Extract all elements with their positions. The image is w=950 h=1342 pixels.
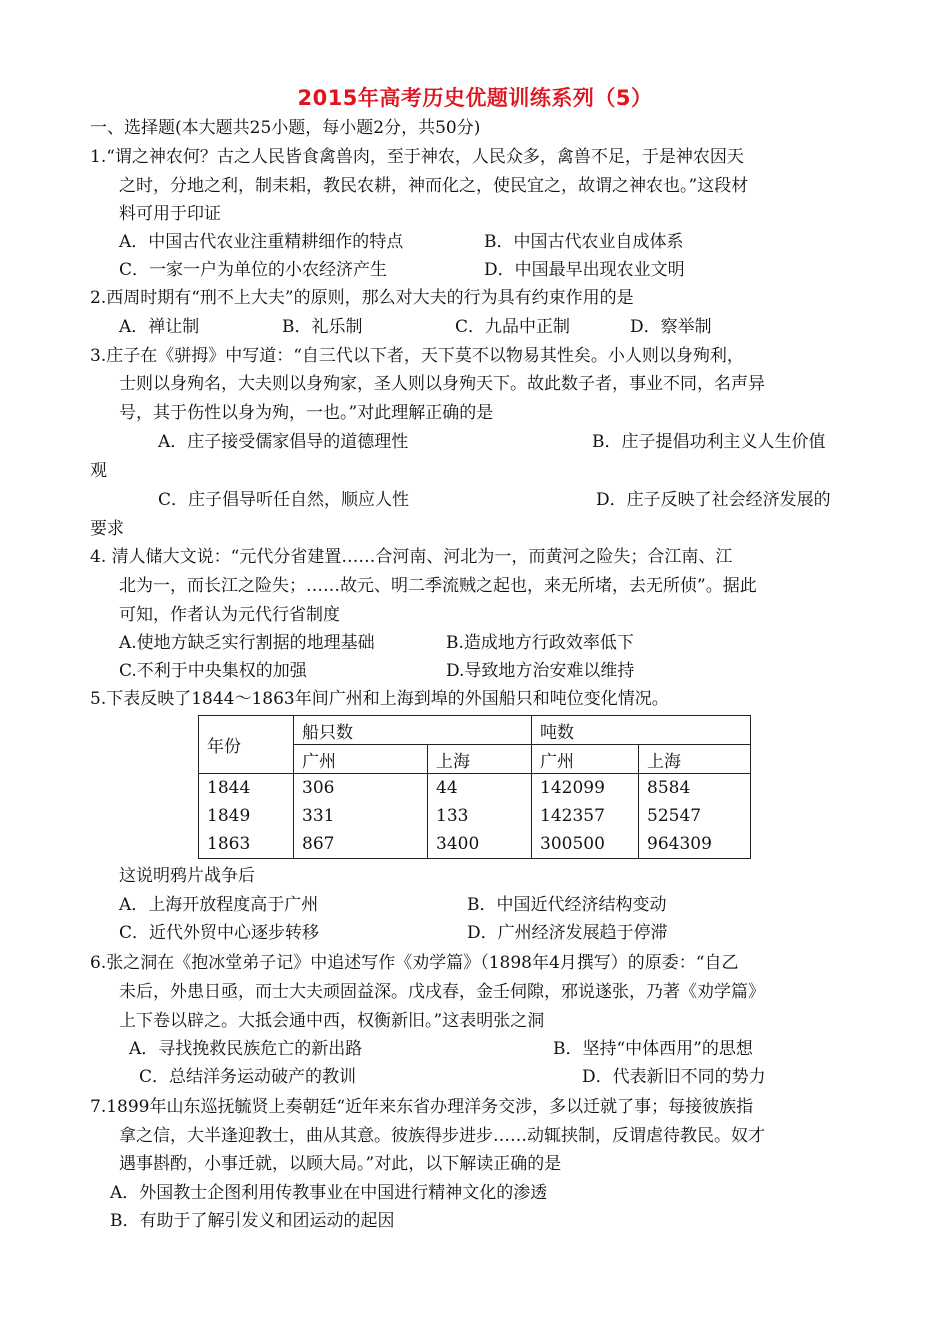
table-cell: 133 — [428, 802, 532, 830]
question-1-option-c: C．一家一户为单位的小农经济产生 — [119, 260, 388, 280]
table-cell: 1844 — [199, 774, 294, 803]
table-cell: 867 — [294, 830, 428, 859]
question-6-line-2: 未后，外患日亟，而士大夫顽固益深。戊戌春，金壬伺隙，邪说遂张，乃著《劝学篇》 — [119, 982, 765, 1002]
question-7-line-2: 拿之信，大半逢迎教士，曲从其意。彼族得步进步……动辄挟制，反谓虐待教民。奴才 — [119, 1126, 765, 1146]
question-2-option-c: C．九品中正制 — [455, 317, 571, 337]
question-6-option-a: A．寻找挽救民族危亡的新出路 — [129, 1039, 363, 1059]
question-1-option-a: A．中国古代农业注重精耕细作的特点 — [119, 232, 404, 252]
question-5-line-1: 5.下表反映了1844～1863年间广州和上海到埠的外国船只和吨位变化情况。 — [90, 689, 669, 709]
page-title: 2015年高考历史优题训练系列（5） — [297, 86, 653, 110]
question-5-option-c: C．近代外贸中心逐步转移 — [119, 923, 320, 943]
question-6-line-1: 6.张之洞在《抱冰堂弟子记》中追述写作《劝学篇》（1898年4月撰写）的原委：“自乙 — [90, 953, 739, 973]
table-row — [199, 774, 751, 803]
table-cell: 3400 — [428, 830, 532, 859]
question-6-line-3: 上下卷以辟之。大抵会通中西，权衡新旧。”这表明张之洞 — [119, 1011, 545, 1031]
question-3-option-c: C．庄子倡导听任自然，顺应人性 — [158, 490, 410, 510]
table-subheader-shanghai-tonnage: 上海 — [639, 745, 751, 774]
question-5-option-d: D．广州经济发展趋于停滞 — [467, 923, 668, 943]
question-2-option-b: B．礼乐制 — [282, 317, 363, 337]
question-2-option-d: D．察举制 — [630, 317, 712, 337]
table-header-ships: 船只数 — [294, 716, 532, 745]
question-3-option-b-wrap: 观 — [90, 461, 107, 481]
question-7-option-a: A．外国教士企图利用传教事业在中国进行精神文化的渗透 — [110, 1183, 548, 1203]
question-4-option-d: D.导致地方治安难以维持 — [446, 661, 635, 681]
question-6-option-c: C．总结洋务运动破产的教训 — [139, 1067, 357, 1087]
table-cell: 964309 — [639, 830, 751, 859]
question-3-line-1: 3.庄子在《骈拇》中写道：“自三代以下者，天下莫不以物易其性矣。小人则以身殉利， — [90, 346, 744, 366]
table-cell: 52547 — [639, 802, 751, 830]
ship-tonnage-table — [198, 715, 751, 859]
question-7-line-3: 遇事斟酌，小事迁就，以顾大局。”对此，以下解读正确的是 — [119, 1154, 562, 1174]
question-6-option-b: B．坚持“中体西用”的思想 — [553, 1039, 753, 1059]
table-cell: 142099 — [532, 774, 639, 803]
question-4-line-3: 可知，作者认为元代行省制度 — [119, 605, 340, 625]
table-row — [199, 830, 751, 859]
question-6-option-d: D．代表新旧不同的势力 — [582, 1067, 766, 1087]
question-1-option-b: B．中国古代农业自成体系 — [484, 232, 684, 252]
question-3-option-b: B．庄子提倡功利主义人生价值 — [592, 432, 826, 452]
table-cell: 142357 — [532, 802, 639, 830]
question-3-line-2: 士则以身殉名，大夫则以身殉家，圣人则以身殉天下。故此数子者，事业不同，名声异 — [119, 374, 765, 394]
table-subheader-guangzhou-tonnage: 广州 — [532, 745, 639, 774]
question-5-option-a: A．上海开放程度高于广州 — [119, 895, 319, 915]
question-3-line-3: 号，其于伤性以身为殉，一也。”对此理解正确的是 — [119, 403, 494, 423]
table-cell: 331 — [294, 802, 428, 830]
question-1-line-1: 1.“谓之神农何？古之人民皆食禽兽肉，至于神农，人民众多，禽兽不足，于是神农因天 — [90, 147, 744, 167]
table-cell: 1849 — [199, 802, 294, 830]
question-7-line-1: 7.1899年山东巡抚毓贤上奏朝廷“近年来东省办理洋务交涉，多以迁就了事；每接彼族指 — [90, 1097, 754, 1117]
question-1-line-3: 料可用于印证 — [119, 204, 221, 224]
table-row — [199, 802, 751, 830]
table-cell: 44 — [428, 774, 532, 803]
question-4-line-2: 北为一，而长江之险失；……故元、明二季流贼之起也，来无所堵，去无所侦”。据此 — [119, 576, 757, 596]
table-cell: 8584 — [639, 774, 751, 803]
question-2-line-1: 2.西周时期有“刑不上大夫”的原则，那么对大夫的行为具有约束作用的是 — [90, 288, 634, 308]
table-cell: 1863 — [199, 830, 294, 859]
question-5-stem-after-table: 这说明鸦片战争后 — [119, 866, 255, 886]
table-cell: 306 — [294, 774, 428, 803]
question-4-option-a: A.使地方缺乏实行割据的地理基础 — [119, 633, 375, 653]
question-3-option-d: D．庄子反映了社会经济发展的 — [596, 490, 831, 510]
section-heading: 一、选择题(本大题共25小题，每小题2分，共50分) — [90, 118, 481, 138]
table-header-year: 年份 — [199, 716, 294, 774]
question-4-option-c: C.不利于中央集权的加强 — [119, 661, 307, 681]
table-subheader-shanghai-ships: 上海 — [428, 745, 532, 774]
question-1-option-d: D．中国最早出现农业文明 — [484, 260, 685, 280]
question-5-option-b: B．中国近代经济结构变动 — [467, 895, 667, 915]
question-3-option-a: A．庄子接受儒家倡导的道德理性 — [158, 432, 409, 452]
question-1-line-2: 之时，分地之利，制耒耜，教民农耕，神而化之，使民宜之，故谓之神农也。”这段材 — [119, 176, 749, 196]
question-4-line-1: 4. 清人储大文说：“元代分省建置……合河南、河北为一，而黄河之险失；合江南、江 — [90, 547, 733, 567]
question-3-option-d-wrap: 要求 — [90, 519, 124, 539]
table-subheader-guangzhou-ships: 广州 — [294, 745, 428, 774]
table-cell: 300500 — [532, 830, 639, 859]
question-4-option-b: B.造成地方行政效率低下 — [446, 633, 634, 653]
question-7-option-b: B．有助于了解引发义和团运动的起因 — [110, 1211, 395, 1231]
table-header-tonnage: 吨数 — [532, 716, 751, 745]
question-2-option-a: A．禅让制 — [119, 317, 200, 337]
